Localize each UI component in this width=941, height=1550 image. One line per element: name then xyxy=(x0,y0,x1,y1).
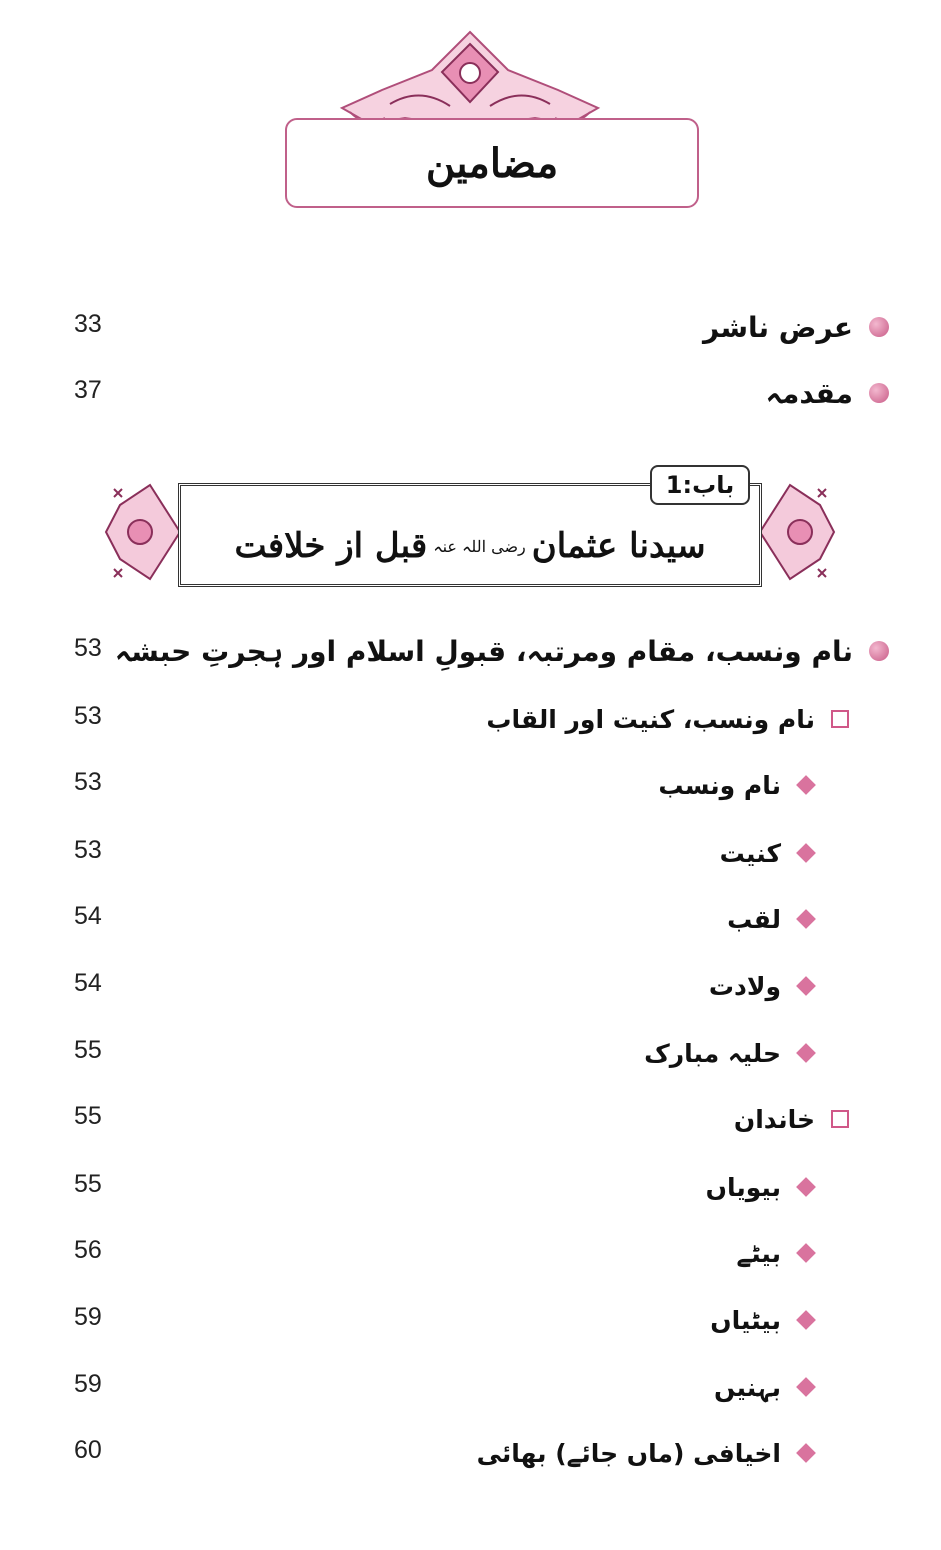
toc-row[interactable] xyxy=(0,1293,941,1347)
diamond-bullet-icon xyxy=(796,775,816,795)
entry-title: کنیت xyxy=(719,838,781,868)
diamond-bullet-icon xyxy=(796,1377,816,1397)
toc-row[interactable] xyxy=(0,1092,941,1146)
page-title: مضامین xyxy=(425,139,559,187)
page-number: 53 xyxy=(74,634,102,662)
diamond-bullet-icon xyxy=(796,1443,816,1463)
chapter-title-start: سیدنا عثمان xyxy=(531,526,706,566)
toc-entry xyxy=(486,692,849,746)
toc-row[interactable] xyxy=(0,1160,941,1214)
toc-row[interactable] xyxy=(0,1360,941,1414)
toc-row[interactable] xyxy=(0,758,941,812)
chapter-number-tab: باب:1 xyxy=(650,465,750,505)
toc-row[interactable] xyxy=(0,624,941,678)
entry-title: نام ونسب xyxy=(658,770,781,800)
page-number: 59 xyxy=(74,1303,102,1331)
entry-title: حلیہ مبارک xyxy=(644,1038,781,1068)
entry-title: نام ونسب، مقام ومرتبہ، قبولِ اسلام اور ہجرتِ حبشہ xyxy=(114,634,853,668)
entry-title: بیویاں xyxy=(705,1172,781,1202)
toc-row[interactable] xyxy=(0,366,941,420)
left-ornament-icon xyxy=(100,465,188,600)
page-number: 55 xyxy=(74,1102,102,1130)
page-number: 59 xyxy=(74,1370,102,1398)
entry-title: عرض ناشر xyxy=(703,310,853,344)
page-number: 53 xyxy=(74,768,102,796)
toc-row[interactable] xyxy=(0,1426,941,1480)
toc-row[interactable] xyxy=(0,826,941,880)
diamond-bullet-icon xyxy=(796,909,816,929)
page-number: 56 xyxy=(74,1236,102,1264)
page-number: 60 xyxy=(74,1436,102,1464)
toc-entry xyxy=(766,366,889,420)
entry-title: بیٹیاں xyxy=(710,1305,781,1335)
honorific-text: رضی اللہ عنہ xyxy=(433,536,526,556)
toc-entry xyxy=(115,624,889,678)
circle-bullet-icon xyxy=(869,383,889,403)
toc-entry xyxy=(727,892,813,946)
page-title-box xyxy=(285,118,699,208)
page-number: 55 xyxy=(74,1170,102,1198)
entry-title: ولادت xyxy=(708,971,781,1001)
chapter-title-end: قبل از خلافت xyxy=(234,526,428,566)
toc-row[interactable] xyxy=(0,892,941,946)
toc-entry xyxy=(737,1226,813,1280)
toc-entry xyxy=(714,1360,813,1414)
toc-row[interactable] xyxy=(0,959,941,1013)
toc-row[interactable] xyxy=(0,1026,941,1080)
entry-title: خاندان xyxy=(733,1104,815,1134)
page-number: 53 xyxy=(74,836,102,864)
toc-entry xyxy=(477,1426,813,1480)
diamond-bullet-icon xyxy=(796,843,816,863)
chapter-title xyxy=(178,505,762,587)
toc-entry xyxy=(709,959,813,1013)
toc-entry xyxy=(706,1160,813,1214)
diamond-bullet-icon xyxy=(796,1310,816,1330)
toc-row[interactable] xyxy=(0,692,941,746)
toc-row[interactable] xyxy=(0,300,941,354)
chapter-banner xyxy=(100,465,840,600)
circle-bullet-icon xyxy=(869,317,889,337)
diamond-bullet-icon xyxy=(796,1177,816,1197)
toc-entry xyxy=(734,1092,849,1146)
page-number: 54 xyxy=(74,969,102,997)
page-number: 37 xyxy=(74,376,102,404)
square-bullet-icon xyxy=(831,710,849,728)
diamond-bullet-icon xyxy=(796,976,816,996)
right-ornament-icon xyxy=(752,465,840,600)
entry-title: بیٹے xyxy=(736,1238,781,1268)
toc-row[interactable] xyxy=(0,1226,941,1280)
square-bullet-icon xyxy=(831,1110,849,1128)
page-number: 54 xyxy=(74,902,102,930)
toc-entry xyxy=(644,1026,813,1080)
entry-title: بہنیں xyxy=(714,1372,781,1402)
entry-title: لقب xyxy=(727,904,781,934)
entry-title: مقدمہ xyxy=(765,376,853,410)
toc-entry xyxy=(720,826,813,880)
page-number: 33 xyxy=(74,310,102,338)
page-number: 53 xyxy=(74,702,102,730)
circle-bullet-icon xyxy=(869,641,889,661)
page-number: 55 xyxy=(74,1036,102,1064)
diamond-bullet-icon xyxy=(796,1043,816,1063)
diamond-bullet-icon xyxy=(796,1243,816,1263)
toc-entry xyxy=(710,1293,813,1347)
entry-title: نام ونسب، کنیت اور القاب xyxy=(486,704,815,734)
toc-entry xyxy=(658,758,813,812)
entry-title: اخیافی (ماں جائے) بھائی xyxy=(476,1438,781,1468)
toc-entry xyxy=(703,300,889,354)
